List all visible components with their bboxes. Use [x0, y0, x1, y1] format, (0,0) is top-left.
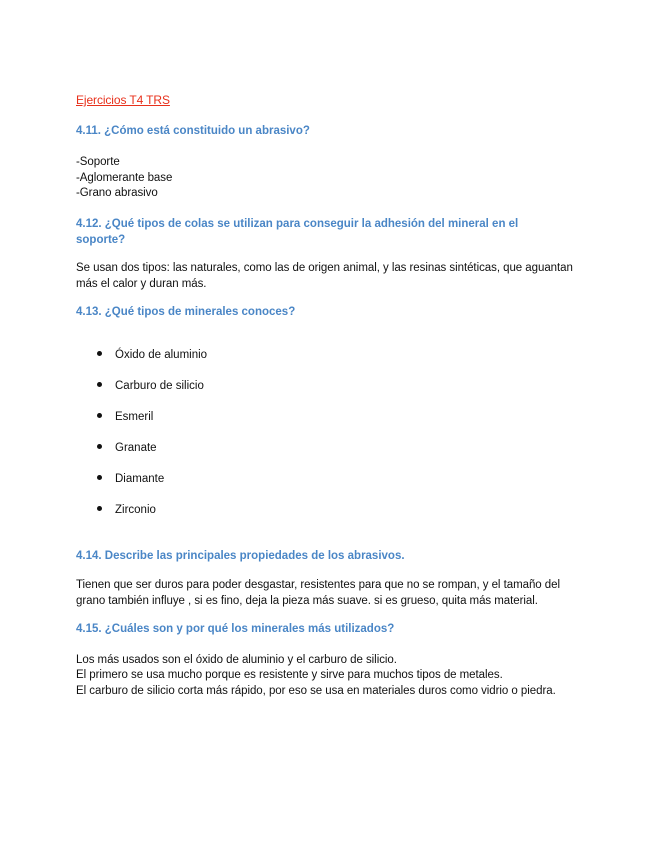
- document-title[interactable]: Ejercicios T4 TRS: [76, 93, 170, 107]
- mineral-list-item: [97, 504, 156, 516]
- question-4-11-heading: 4.11. ¿Cómo está constituido un abrasivo?: [76, 125, 310, 137]
- question-4-14-heading: 4.14. Describe las principales propiedades de los abrasivos.: [76, 550, 405, 562]
- mineral-list-item: [97, 349, 207, 361]
- bullet-icon: [97, 444, 102, 449]
- answer-4-15-line: El carburo de silicio corta más rápido, por eso se usa en materiales duros como vidrio o piedra.: [76, 685, 556, 697]
- answer-4-11-line: -Grano abrasivo: [76, 187, 158, 199]
- mineral-list-item: [97, 442, 157, 454]
- bullet-icon: [97, 351, 102, 356]
- question-4-15-heading: 4.15. ¿Cuáles son y por qué los minerales más utilizados?: [76, 623, 395, 635]
- mineral-list-item: [97, 411, 153, 423]
- mineral-name: Granate: [115, 442, 157, 454]
- bullet-icon: [97, 382, 102, 387]
- answer-4-12: Se usan dos tipos: las naturales, como las de origen animal, y las resinas sintéticas, que aguantan más el calor y duran más.: [76, 262, 573, 290]
- mineral-name: Carburo de silicio: [115, 380, 204, 392]
- answer-4-14: Tienen que ser duros para poder desgastar, resistentes para que no se rompan, y el tamaño del grano también influye , si es fino, deja la pieza más suave. si es grueso, quita más material.: [76, 579, 560, 607]
- answer-4-11-line: -Aglomerante base: [76, 172, 173, 184]
- question-4-13-heading: 4.13. ¿Qué tipos de minerales conoces?: [76, 306, 296, 318]
- bullet-icon: [97, 475, 102, 480]
- bullet-icon: [97, 413, 102, 418]
- mineral-name: Zirconio: [115, 504, 156, 516]
- question-4-12-heading: 4.12. ¿Qué tipos de colas se utilizan para conseguir la adhesión del mineral en el soporte?: [76, 218, 519, 246]
- mineral-list-item: [97, 473, 164, 485]
- answer-4-15-line: Los más usados son el óxido de aluminio y el carburo de silicio.: [76, 654, 397, 666]
- bullet-icon: [97, 506, 102, 511]
- mineral-list-item: [97, 380, 204, 392]
- mineral-name: Esmeril: [115, 411, 154, 423]
- answer-4-15-line: El primero se usa mucho porque es resistente y sirve para muchos tipos de metales.: [76, 669, 503, 681]
- mineral-name: Óxido de aluminio: [115, 349, 208, 361]
- mineral-name: Diamante: [115, 473, 165, 485]
- answer-4-11-line: -Soporte: [76, 156, 120, 168]
